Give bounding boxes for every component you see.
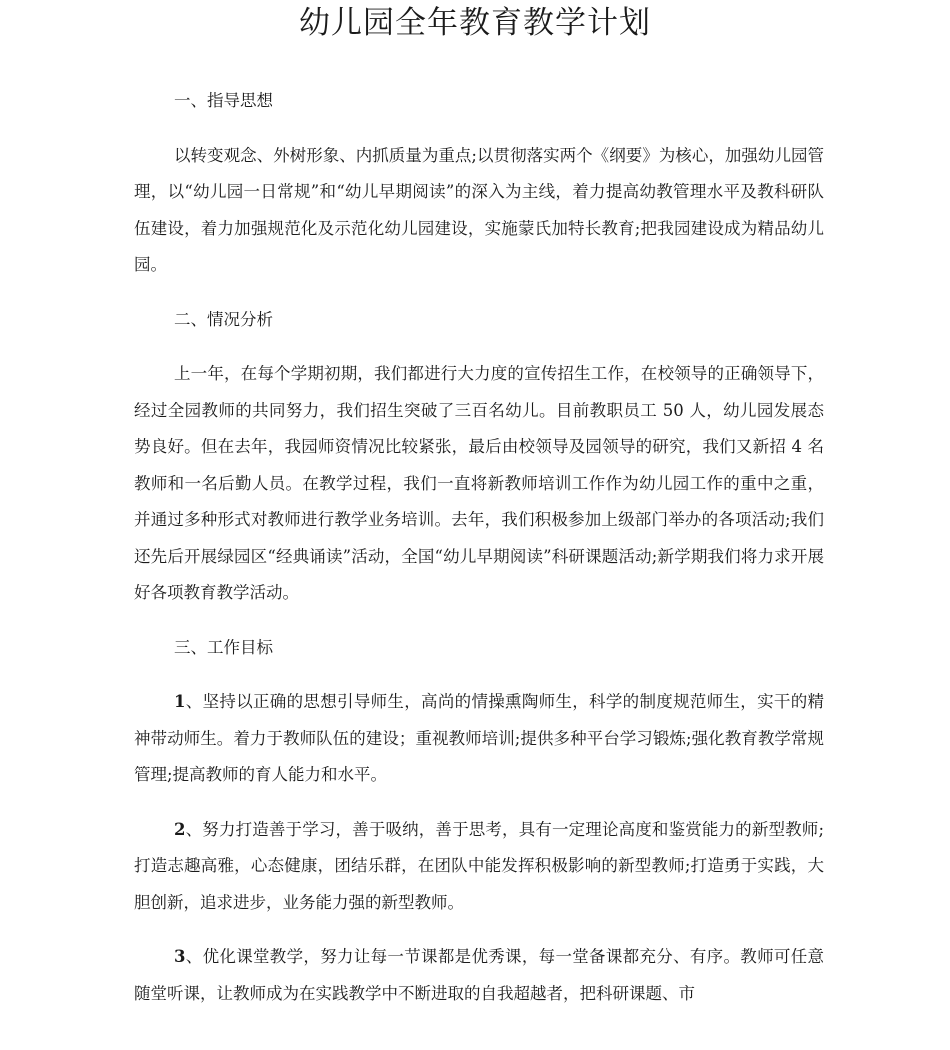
goal-item — [134, 939, 824, 1012]
goal-item-text: 、努力打造善于学习，善于吸纳，善于思考，具有一定理论高度和鉴赏能力的新型教师;打造志趣高雅，心态健康，团结乐群，在团队中能发挥积极影响的新型教师;打造勇于实践，大胆创新，追求进步，业务能力强的新型教师。 — [134, 819, 824, 912]
goal-item-number: 3 — [174, 947, 186, 966]
document-body — [134, 83, 824, 1030]
goal-item-text: 、坚持以正确的思想引导师生，高尚的情操熏陶师生，科学的制度规范师生，实干的精神带动师生。着力于教师队伍的建设；重视教师培训;提供多种平台学习锻炼;强化教育教学常规管理;提高教师的育人能力和水平。 — [134, 692, 824, 784]
goal-item — [134, 684, 824, 794]
goal-item-number: 1 — [174, 692, 186, 711]
section-heading-situation-analysis: 二、情况分析 — [174, 309, 273, 329]
document-title: 幼儿园全年教育教学计划 — [299, 5, 651, 41]
goal-item — [134, 812, 824, 922]
section-heading-guiding-ideology: 一、指导思想 — [174, 91, 273, 110]
goal-item-number: 2 — [174, 819, 186, 839]
section-heading-work-goals: 三、工作目标 — [174, 637, 273, 657]
paragraph-situation-analysis: 上一年，在每个学期初期，我们都进行大力度的宣传招生工作，在校领导的正确领导下，经过全园教师的共同努力，我们招生突破了三百名幼儿。目前教职员工 50 人，幼儿园发展态势良好。但在去年，我园师资情况比较紧张，最后由校领导及园领导的研究，我们又新招 4 名教师和一名后勤人员。在教学过程，我们一直将新教师培训工作作为幼儿园工作的重中之重，并通过多种形式对教师进行教学业务培训。去年，我们积极参加上级部门举办的各项活动;我们还先后开展绿园区“经典诵读”活动，全国“幼儿早期阅读”科研课题活动;新学期我们将力求开展好各项教育教学活动。 — [134, 364, 824, 602]
paragraph-guiding-ideology: 以转变观念、外树形象、内抓质量为重点;以贯彻落实两个《纲要》为核心，加强幼儿园管理，以“幼儿园一日常规”和“幼儿早期阅读”的深入为主线，着力提高幼教管理水平及教科研队伍建设，着力加强规范化及示范化幼儿园建设，实施蒙氏加特长教育;把我园建设成为精品幼儿园。 — [134, 145, 824, 274]
goal-item-text: 、优化课堂教学，努力让每一节课都是优秀课，每一堂备课都充分、有序。教师可任意随堂听课，让教师成为在实践教学中不断进取的自我超越者，把科研课题、市 — [134, 947, 824, 1003]
